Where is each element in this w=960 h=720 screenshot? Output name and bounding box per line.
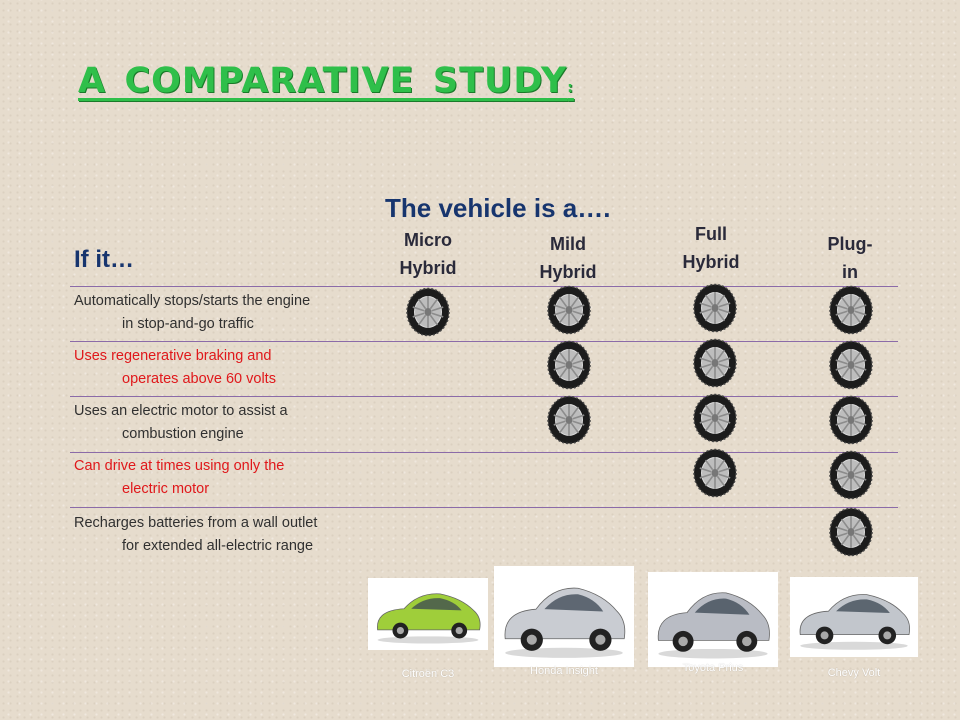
- column-header-mild-hybrid: [520, 230, 616, 286]
- title-colon: :: [567, 80, 574, 96]
- tire-icon: [828, 450, 874, 500]
- tire-icon: [692, 448, 738, 498]
- column-header-line: Mild: [550, 234, 586, 254]
- row-header: If it…: [74, 246, 134, 273]
- column-header-line: Plug-: [827, 234, 873, 254]
- car-caption: Chevy Volt: [827, 667, 881, 679]
- car-caption: Citroën C3: [401, 668, 455, 680]
- tire-icon: [405, 287, 451, 337]
- column-header-line: Hybrid: [539, 262, 597, 282]
- column-header-line: Full: [695, 224, 727, 244]
- tire-icon: [828, 507, 874, 557]
- row-divider: [70, 507, 898, 508]
- column-header-line: Hybrid: [399, 258, 457, 278]
- row-divider: [70, 286, 898, 287]
- row-label-line: operates above 60 volts: [122, 371, 276, 387]
- column-header-full-hybrid: [663, 220, 759, 276]
- car-photo: [494, 566, 634, 667]
- row-label-line: Can drive at times using only the: [74, 458, 285, 474]
- row-label: [74, 345, 374, 391]
- row-label: [74, 290, 374, 336]
- tire-icon: [692, 338, 738, 388]
- row-divider: [70, 396, 898, 397]
- tire-icon: [546, 395, 592, 445]
- car-caption: Toyota Prius: [682, 662, 744, 674]
- tire-icon: [828, 340, 874, 390]
- car-photo: [648, 572, 778, 667]
- tire-icon: [546, 285, 592, 335]
- column-header-plug-in: [802, 230, 898, 286]
- row-label-line: Uses regenerative braking and: [74, 348, 272, 364]
- row-divider: [70, 341, 898, 342]
- row-label: [74, 400, 374, 446]
- vehicle-heading: The vehicle is a….: [385, 193, 611, 223]
- row-label: [74, 512, 374, 558]
- tire-icon: [828, 395, 874, 445]
- tire-icon: [692, 283, 738, 333]
- tire-icon: [828, 285, 874, 335]
- row-label-line: Uses an electric motor to assist a: [74, 403, 288, 419]
- car-caption: Honda Insight: [530, 665, 598, 677]
- row-label-line: Recharges batteries from a wall outlet: [74, 515, 318, 531]
- column-header-line: in: [842, 262, 858, 282]
- column-header-line: Hybrid: [682, 252, 740, 272]
- row-label-line: Automatically stops/starts the engine: [74, 293, 311, 309]
- tire-icon: [546, 340, 592, 390]
- slide-title: [78, 46, 574, 104]
- row-label: [74, 455, 374, 501]
- row-label-line: electric motor: [122, 481, 210, 497]
- row-divider: [70, 452, 898, 453]
- car-photo: [368, 578, 488, 650]
- car-photo: [790, 577, 918, 657]
- column-header-line: Micro: [403, 230, 452, 250]
- row-label-line: for extended all-electric range: [122, 538, 314, 554]
- tire-icon: [692, 393, 738, 443]
- row-label-line: in stop-and-go traffic: [122, 316, 254, 332]
- row-label-line: combustion engine: [122, 426, 244, 442]
- title-text: a comparative study: [78, 46, 568, 104]
- column-header-micro-hybrid: [380, 226, 476, 282]
